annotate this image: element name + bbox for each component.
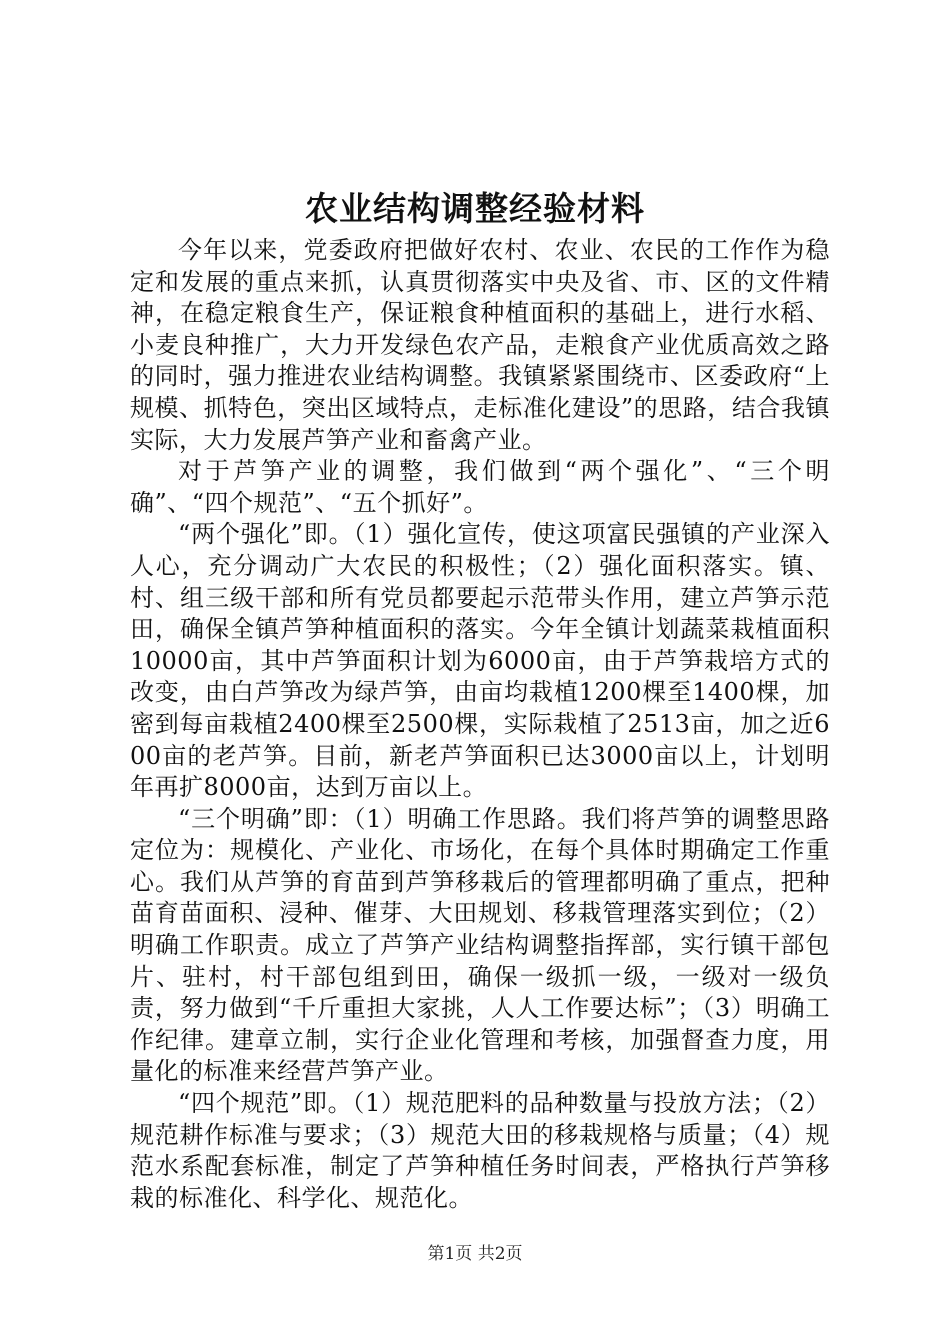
paragraph-four-standardize: “四个规范”即。（1）规范肥料的品种数量与投放方法；（2）规范耕作标准与要求；（3）规范大田的移栽规格与质量；（4）规范水系配套标准，制定了芦笋种植任务时间表，严格执行芦笋移栽的标准化、科学化、规范化。: [130, 1089, 830, 1212]
document-title: 农业结构调整经验材料: [305, 189, 645, 228]
paragraph-overview: 对于芦笋产业的调整，我们做到“两个强化”、“三个明确”、“四个规范”、“五个抓好”。: [130, 457, 830, 517]
page-number: 第1页 共2页: [427, 1244, 523, 1264]
paragraph-intro: 今年以来，党委政府把做好农村、农业、农民的工作作为稳定和发展的重点来抓，认真贯彻落实中央及省、市、区的文件精神，在稳定粮食生产，保证粮食种植面积的基础上，进行水稻、小麦良种推广，大力开发绿色农产品，走粮食产业优质高效之路的同时，强力推进农业结构调整。我镇紧紧围绕市、区委政府“上规模、抓特色，突出区域特点，走标准化建设”的思路，结合我镇实际，大力发展芦笋产业和畜禽产业。: [130, 236, 830, 454]
paragraph-three-clarify: “三个明确”即：（1）明确工作思路。我们将芦笋的调整思路定位为：规模化、产业化、市场化，在每个具体时期确定工作重心。我们从芦笋的育苗到芦笋移栽后的管理都明确了重点，把种苗育苗面积、浸种、催芽、大田规划、移栽管理落实到位；（2）明确工作职责。成立了芦笋产业结构调整指挥部，实行镇干部包片、驻村，村干部包组到田，确保一级抓一级，一级对一级负责，努力做到“千斤重担大家挑，人人工作要达标”；（3）明确工作纪律。建章立制，实行企业化管理和考核，加强督查力度，用量化的标准来经营芦笋产业。: [130, 804, 830, 1086]
paragraph-two-strengthen: “两个强化”即。（1）强化宣传，使这项富民强镇的产业深入人心，充分调动广大农民的积极性；（2）强化面积落实。镇、村、组三级干部和所有党员都要起示范带头作用，建立芦笋示范田，确保全镇芦笋种植面积的落实。今年全镇计划蔬菜栽植面积10000亩，其中芦笋面积计划为6000亩，由于芦笋栽培方式的改变，由白芦笋改为绿芦笋，由亩均栽植1200棵至1400棵，加密到每亩栽植2400棵至2500棵，实际栽植了2513亩，加之近600亩的老芦笋。目前，新老芦笋面积已达3000亩以上，计划明年再扩8000亩，达到万亩以上。: [130, 520, 830, 802]
document-body: [130, 235, 830, 1214]
